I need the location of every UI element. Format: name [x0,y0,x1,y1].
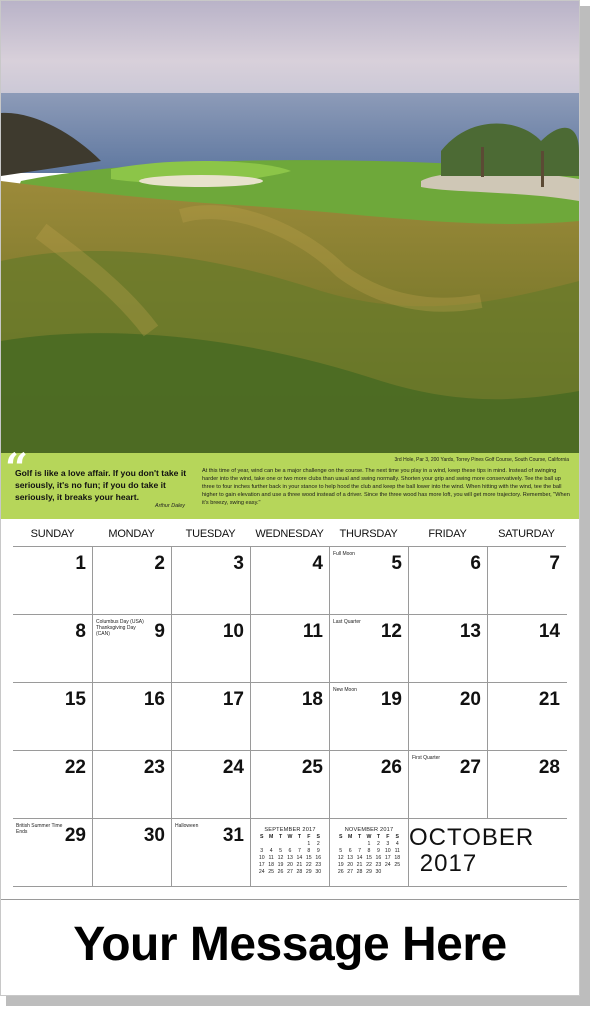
mini-weekday: T [376,834,380,840]
mini-day [393,869,402,876]
mini-day: 20 [287,862,293,868]
day-cell [92,819,171,886]
mini-day: 25 [394,862,401,868]
weekday-saturday: SATURDAY [487,521,566,547]
day-number: 2 [154,553,165,574]
day-number: 17 [222,689,244,710]
mini-calendar-september [257,827,323,876]
mini-weekday: M [268,834,274,840]
mini-calendar-cell [329,819,408,886]
mini-day: 17 [384,855,391,861]
mini-day: 1 [307,841,311,847]
day-number: 27 [459,757,481,778]
day-cell [329,615,408,682]
mini-day: 25 [268,869,275,875]
mini-day: 6 [288,848,292,854]
day-cell [250,751,329,818]
mini-day: 22 [366,862,372,868]
day-cell [408,683,487,750]
mini-weekday: F [386,834,390,840]
day-number: 28 [538,757,560,778]
day-cell [250,683,329,750]
mini-day: 11 [394,848,400,854]
day-cell [13,615,92,682]
day-number: 3 [233,553,244,574]
golf-quote: Golf is like a love affair. If you don't take it seriously, it's no fun; if you do take it seriously, it breaks your heart. [15,468,187,502]
day-cell [171,547,250,614]
day-number: 21 [538,689,560,710]
golf-course-photo [1,1,579,453]
mini-day: 7 [297,848,301,854]
mini-day: 11 [268,855,274,861]
day-note: First Quarter [412,755,441,761]
mini-calendar-title: SEPTEMBER 2017 [264,827,316,833]
day-cell [171,751,250,818]
year-title: 2017 [419,850,478,877]
day-cell [92,683,171,750]
mini-day: 4 [269,848,273,854]
week-row [13,615,567,683]
mini-day [257,841,266,848]
day-number: 15 [64,689,86,710]
mini-day: 30 [315,869,322,875]
week-row [13,751,567,819]
mini-calendar-title: NOVEMBER 2017 [344,827,394,833]
mini-day: 12 [337,855,344,861]
day-note: Full Moon [333,551,355,557]
mini-day: 19 [337,862,344,868]
day-cell [92,615,171,682]
day-cell [92,547,171,614]
day-number: 20 [459,689,481,710]
mini-day: 16 [375,855,382,861]
mini-day [295,841,304,848]
mini-day: 23 [315,862,322,868]
mini-calendar-table [336,834,402,876]
mini-day: 18 [394,855,401,861]
mini-day: 18 [268,862,275,868]
day-cell [329,683,408,750]
mini-day [383,869,392,876]
mini-day: 22 [305,862,312,868]
mini-calendar-cell [250,819,329,886]
day-number: 30 [143,825,165,846]
mini-day: 7 [358,848,361,854]
month-title-cell [408,819,535,886]
mini-day: 26 [337,869,344,875]
mini-day: 29 [366,869,372,875]
day-number: 31 [222,825,244,846]
mini-day [336,841,345,848]
mini-day: 20 [347,862,354,868]
day-note: British Summer Time Ends [16,823,63,835]
mini-day: 5 [279,848,282,854]
day-number: 7 [549,553,560,574]
mini-day: 14 [356,855,363,861]
month-title: OCTOBER [409,824,535,851]
mini-day: 8 [367,848,371,854]
mini-calendar-november [336,827,402,876]
day-number: 22 [64,757,86,778]
mini-day: 28 [296,869,303,875]
day-cell [250,615,329,682]
day-note: Halloween [175,823,199,829]
mini-day: 14 [296,855,303,861]
mini-day: 15 [366,855,372,861]
mini-calendar-table [257,834,323,876]
mini-day: 30 [375,869,382,875]
mini-day: 1 [367,841,371,847]
weekday-sunday: SUNDAY [13,521,92,547]
day-number: 19 [380,689,402,710]
weekday-monday: MONDAY [92,521,171,547]
day-number: 6 [470,553,481,574]
day-note: Columbus Day (USA) Thanksgiving Day (CAN) [96,619,144,637]
week-row [13,683,567,751]
weekday-header-row [13,521,567,547]
day-number: 4 [312,553,323,574]
mini-day: 13 [347,855,354,861]
mini-weekday: T [297,834,301,840]
mini-day: 3 [386,841,390,847]
mini-day [276,841,285,848]
day-number: 24 [222,757,244,778]
mini-weekday: M [347,834,353,840]
day-note: New Moon [333,687,357,693]
mini-day [285,841,294,848]
photo-caption: 3rd Hole, Par 3, 200 Yards, Torrey Pines Golf Course, South Course, California [394,457,569,463]
day-number: 25 [301,757,323,778]
day-cell [13,547,92,614]
mini-day: 24 [384,862,391,868]
day-cell [171,819,250,886]
day-number: 18 [301,689,323,710]
info-band [1,445,579,519]
day-cell [171,683,250,750]
mini-day: 9 [316,848,320,854]
weekday-friday: FRIDAY [408,521,487,547]
day-cell [487,683,566,750]
day-number: 29 [64,825,86,846]
day-cell [92,751,171,818]
mini-day: 10 [384,848,391,854]
day-note: Last Quarter [333,619,361,625]
golf-course-illustration [1,1,579,453]
day-number: 11 [302,621,323,642]
weekday-wednesday: WEDNESDAY [250,521,329,547]
day-cell [329,547,408,614]
mini-day: 8 [307,848,311,854]
mini-weekday: T [278,834,283,840]
day-number: 9 [154,621,165,642]
mini-day: 27 [347,869,354,875]
day-cell [13,819,92,886]
day-cell [408,751,487,818]
mini-day: 12 [277,855,284,861]
mini-day: 24 [258,869,265,875]
weekday-thursday: THURSDAY [329,521,408,547]
mini-weekday: W [287,834,293,840]
custom-message: Your Message Here [73,918,507,971]
day-number: 12 [380,621,402,642]
mini-weekday: S [316,834,320,840]
mini-day [345,841,354,848]
golf-tips-text: At this time of year, wind can be a major challenge on the course. The next time you play in a wind, keep these tips in mind. Instead of swinging harder into the wind, take one or two more clubs than usual and swing normally. Shorten your grip and swing more conservatively. Tee the ball up three to four inches further back in your stance to help hood the club and keep the ball lower into the wind. When hitting with the wind, tee the ball higher to gain elevation and use a three wood instead of a driver. Since the three wood has more loft, you will get more trajectory. Remember, "When it's breezy, swing easy." [202,468,570,507]
mini-day: 19 [277,862,284,868]
day-number: 8 [75,621,86,642]
week-row [13,819,567,887]
day-cell [487,751,566,818]
mini-weekday: S [338,834,343,840]
day-cell [13,683,92,750]
day-number: 16 [143,689,165,710]
day-cell [487,547,566,614]
quote-mark-icon: “ [5,445,29,492]
day-number: 10 [222,621,244,642]
quote-author: Arthur Daley [155,503,185,509]
day-cell [13,751,92,818]
day-cell [408,615,487,682]
mini-day: 27 [287,869,293,875]
mini-day: 2 [376,841,380,847]
calendar-grid [13,521,567,883]
mini-day: 17 [258,862,265,868]
weekday-tuesday: TUESDAY [171,521,250,547]
footer-divider [1,899,579,900]
week-row [13,547,567,615]
day-number: 14 [538,621,560,642]
mini-day: 2 [316,841,320,847]
day-cell [171,615,250,682]
mini-day: 21 [296,862,303,868]
day-number: 1 [75,553,86,574]
mini-day [355,841,364,848]
mini-day: 29 [305,869,312,875]
mini-day: 3 [260,848,264,854]
mini-weekday: S [395,834,399,840]
day-cell [487,615,566,682]
day-cell [408,547,487,614]
day-number: 26 [380,757,402,778]
day-number: 23 [143,757,165,778]
mini-day: 9 [376,848,380,854]
mini-day: 21 [356,862,363,868]
mini-day [266,841,275,848]
mini-day: 26 [277,869,284,875]
mini-weekday: F [307,834,311,840]
mini-weekday: W [366,834,372,840]
day-number: 13 [459,621,481,642]
mini-day: 4 [395,841,399,847]
mini-weekday: S [259,834,264,840]
day-cell [329,751,408,818]
mini-weekday: T [357,834,362,840]
mini-day: 28 [356,869,363,875]
mini-day: 5 [339,848,343,854]
mini-day: 6 [348,848,352,854]
mini-day: 23 [375,862,382,868]
day-cell [250,547,329,614]
mini-day: 13 [287,855,293,861]
mini-day: 15 [305,855,312,861]
mini-day: 16 [315,855,322,861]
day-number: 5 [391,553,402,574]
mini-day: 10 [258,855,265,861]
